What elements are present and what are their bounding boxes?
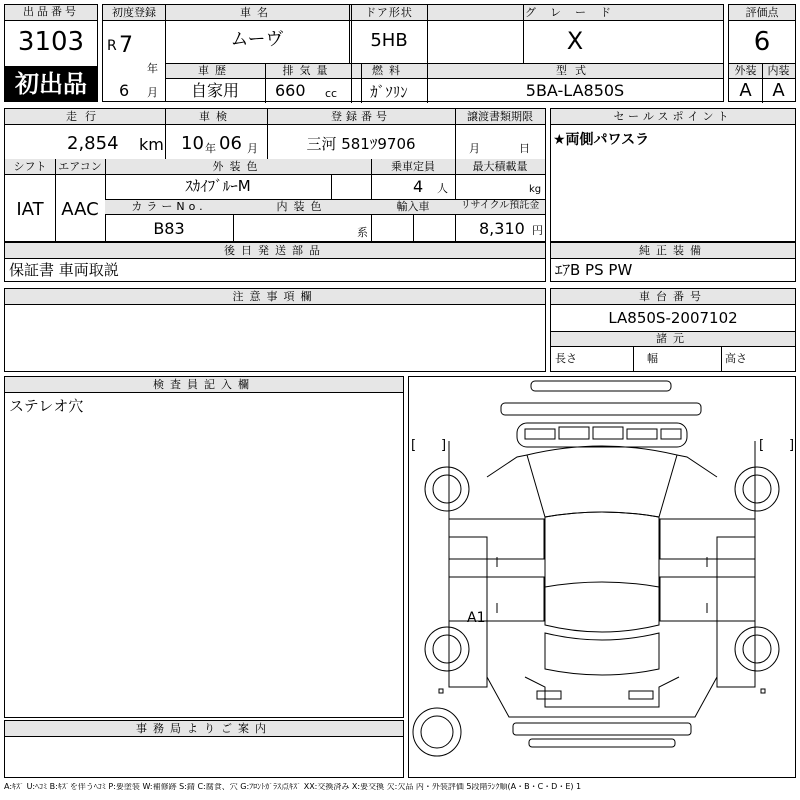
transfer-label: 譲渡書類期限: [467, 110, 533, 123]
inspection-month-unit: 月: [247, 142, 258, 155]
displacement-value: 660: [275, 81, 306, 100]
lot-number: 3103: [17, 27, 85, 57]
lot-label: 出品番号: [5, 5, 97, 21]
equipment-box: [550, 242, 796, 282]
inspector-box: [4, 376, 404, 718]
inspection-year-unit: 年: [205, 142, 216, 155]
reg-month: 6: [119, 81, 130, 100]
fuel-label: 燃料: [372, 64, 406, 77]
chassis-value: LA850S-2007102: [608, 309, 738, 327]
plate-value: 三河 581ﾂ9706: [306, 135, 416, 153]
reg-year-unit: 年: [147, 62, 158, 75]
later-parts-label: 後日発送部品: [224, 244, 326, 257]
car-name-label: 車名: [240, 6, 274, 19]
first-reg-label: 初度登録: [112, 6, 156, 19]
ext-color-value: ｽｶｲﾌﾞﾙｰM: [185, 177, 251, 195]
exterior-score: A: [739, 80, 752, 101]
office-label: 事務局よりご案内: [136, 722, 272, 735]
model-value: 5BA-LA850S: [525, 81, 625, 100]
inspection-month: 06: [219, 133, 242, 154]
notes-box: [4, 288, 546, 372]
exterior-score-label: 外装: [734, 64, 757, 77]
capacity-unit: 人: [437, 182, 448, 195]
first-listing-text: 初出品: [15, 70, 87, 98]
history-label: 車歴: [198, 64, 232, 77]
later-parts-box: [4, 242, 546, 282]
car-name: ムーヴ: [230, 29, 284, 50]
recycle-value: 8,310: [479, 219, 525, 238]
inspection-label: 車検: [199, 110, 233, 123]
inspection-year: 10: [181, 133, 204, 154]
office-box: [4, 720, 404, 778]
model-label: 型式: [556, 64, 594, 77]
details-block: [4, 108, 546, 242]
shift-value: IAT: [16, 199, 44, 220]
equipment-label: 純正装備: [639, 244, 707, 257]
era: R: [107, 38, 117, 54]
reg-month-unit: 月: [147, 86, 158, 99]
fuel-value: ｶﾞｿﾘﾝ: [370, 83, 408, 101]
door-type: 5HB: [370, 30, 408, 51]
max-load-label: 最大積載量: [472, 160, 528, 173]
width-label: 幅: [647, 352, 658, 365]
inspector-label: 検査員記入欄: [153, 378, 255, 391]
import-label: 輸入車: [396, 200, 430, 213]
chassis-label: 車台番号: [639, 290, 707, 303]
sales-point-text: ★両側パワスラ: [553, 132, 650, 148]
recycle-unit: 円: [532, 224, 543, 237]
grade-label: グレード: [525, 6, 625, 19]
reg-year: 7: [119, 33, 133, 58]
dimensions-label: 諸元: [656, 332, 690, 345]
aircon-label: エアコン: [58, 160, 102, 173]
recycle-label: リサイクル預託金: [460, 200, 540, 211]
chassis-box: [550, 288, 796, 372]
legend: A:ｷｽﾞ U:ﾍｺﾐ B:ｷｽﾞを伴うﾍｺﾐ P:要塗装 W:補修跡 S:錆 C:腐食、穴 G:ﾌﾛﾝﾄｶﾞﾗｽ点ｷｽﾞ XX:交換済み X:要交換 欠:欠品 内・外装評価 5段階ﾗﾝｸ順(A・B・C・D・E) 1: [4, 783, 582, 791]
car-diagram: [408, 376, 796, 778]
diagram-bracket-left-top-r: [: [759, 438, 765, 453]
max-load-unit: kg: [529, 184, 542, 195]
vehicle-header-block: [102, 4, 724, 102]
displacement-unit: cc: [325, 87, 338, 100]
aircon-value: AAC: [61, 199, 99, 220]
later-parts-value: 保証書 車両取説: [9, 261, 119, 279]
interior-score-label: 内装: [767, 64, 790, 77]
sales-point-label: セールスポイント: [613, 110, 733, 123]
score-value: 6: [753, 27, 771, 57]
height-label: 高さ: [725, 352, 747, 365]
plate-label: 登録番号: [331, 110, 391, 123]
int-color-unit: 系: [357, 226, 368, 239]
capacity-label: 乗車定員: [391, 160, 435, 173]
interior-score: A: [772, 80, 785, 101]
int-color-label: 内装色: [276, 200, 328, 213]
diagram-bracket-right-top-l: ]: [441, 438, 447, 453]
equipment-value: ｴｱB PS PW: [555, 261, 633, 279]
capacity-value: 4: [413, 177, 424, 196]
damage-mark-a1: A1: [467, 610, 486, 626]
door-label: ドア形状: [365, 6, 413, 19]
first-listing-badge: [4, 66, 98, 102]
color-no-label: カラーNo.: [131, 200, 207, 213]
grade-value: X: [566, 27, 584, 55]
diagram-bracket-right-top: ]: [789, 438, 795, 453]
transfer-month-unit: 月: [469, 142, 480, 155]
mileage-unit: km: [139, 135, 164, 154]
length-label: 長さ: [555, 352, 577, 365]
history-value: 自家用: [190, 81, 239, 100]
notes-label: 注意事項欄: [232, 290, 318, 303]
diagram-bracket-left-top: [: [411, 438, 417, 453]
score-label: 評価点: [745, 6, 779, 19]
ext-color-label: 外装色: [212, 160, 264, 173]
transfer-day-unit: 日: [519, 142, 530, 155]
inspector-note: ステレオ穴: [9, 397, 84, 415]
shift-label: シフト: [13, 160, 47, 173]
displacement-label: 排気量: [282, 64, 334, 77]
color-no-value: B83: [153, 219, 185, 238]
sales-point-box: [550, 108, 796, 242]
mileage-value: 2,854: [67, 133, 119, 154]
car-outline-diagram: [409, 377, 795, 777]
mileage-label: 走行: [66, 110, 104, 123]
score-box: [728, 4, 796, 102]
